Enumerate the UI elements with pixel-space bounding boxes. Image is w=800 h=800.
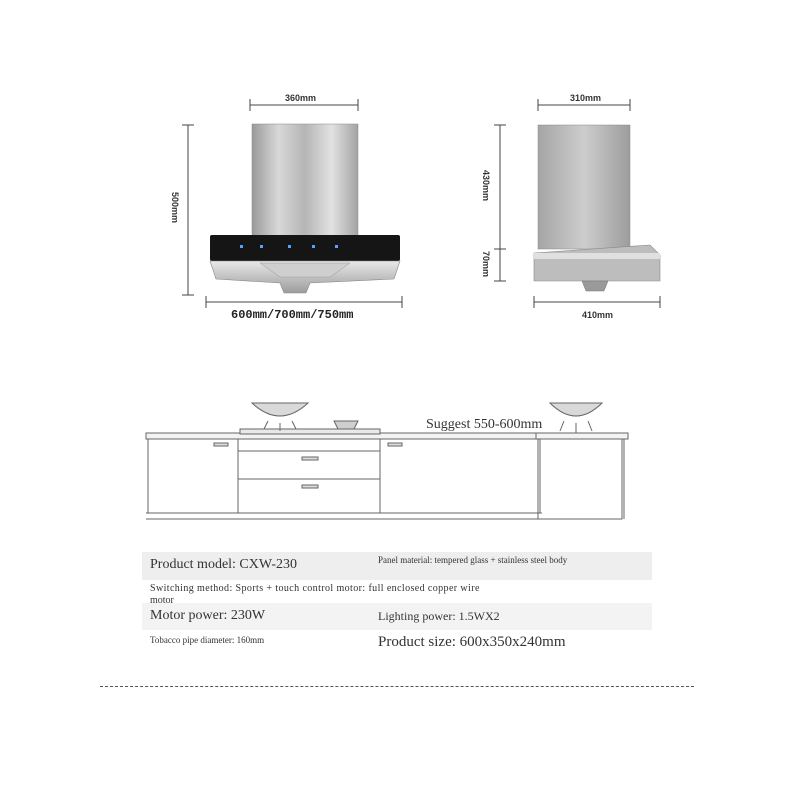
tobacco-pipe-diameter: Tobacco pipe diameter: 160mm [150,635,265,645]
motor-power: Motor power: 230W [150,608,266,623]
switching-method-line2: motor [150,595,174,606]
side-bottom-width-label: 410mm [582,310,614,320]
suggest-height-label: Suggest 550-600mm [426,417,543,432]
cabinet-drawing [140,395,640,525]
front-view-drawing [180,95,410,325]
front-top-width-label: 360mm [285,93,317,103]
front-height-label: 500mm [170,192,180,224]
front-bottom-width-label: 600mm/700mm/750mm [231,308,354,322]
product-size: Product size: 600x350x240mm [378,634,566,650]
side-hood-height-label: 70mm [481,251,491,278]
dashed-divider [100,686,694,687]
panel-material [378,555,638,566]
product-model: Product model: CXW-230 [150,557,297,572]
panel-material-text: Panel material: tempered glass + stainless steel body [378,555,568,565]
side-top-width-label: 310mm [570,93,602,103]
side-view-drawing [490,95,680,310]
lighting-power: Lighting power: 1.5WX2 [378,609,500,623]
side-body-height-label: 430mm [481,170,491,202]
switching-method-line1: Switching method: Sports + touch control motor: full enclosed copper wire [150,583,480,594]
